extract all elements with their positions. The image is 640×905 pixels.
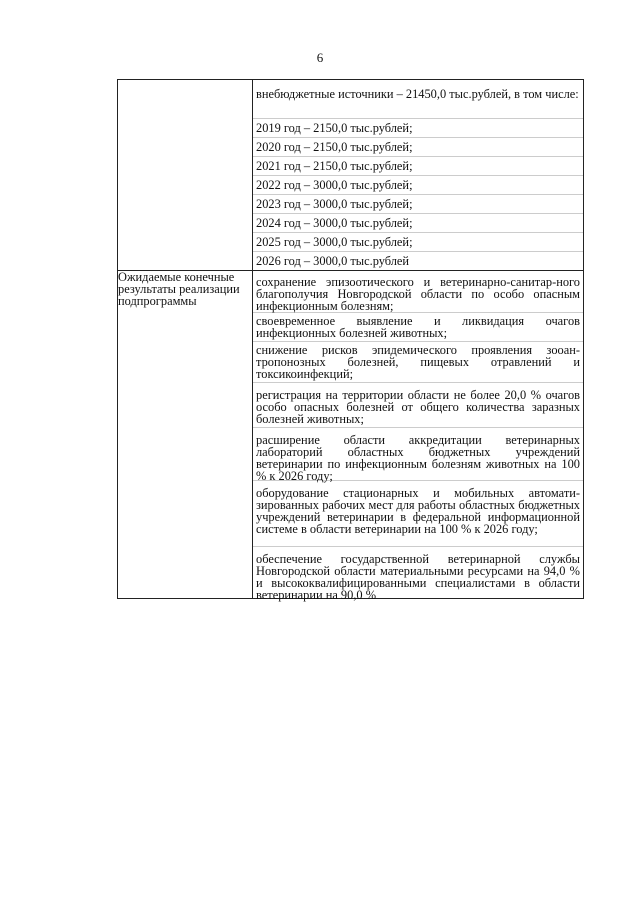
funding-year-2020: 2020 год – 2150,0 тыс.рублей; [253,137,583,156]
funding-label-cell [118,80,253,271]
result-item-4: регистрация на территории области не более 20,0 % очагов особо опасных болезней от общего количества заразных болезней животных; [253,382,583,427]
results-row [118,271,584,599]
funding-row [118,80,584,271]
results-content-cell [253,271,584,602]
funding-intro: внебюджетные источники – 21450,0 тыс.рублей, в том числе: [256,87,579,101]
result-item-7: обеспечение государственной ветеринарной службы Новгородской области материальными ресурсами на 94,0 % и высококвалифицированными специалистами в области ветеринарии на 90,0 % [253,546,583,598]
result-item-5: расширение области аккредитации ветеринарных лабораторий областных бюджетных учреждений ветеринарии по инфекционным болезням животных на 100 % к 2026 году; [253,427,583,480]
result-item-3: снижение рисков эпидемического проявления зооан-тропонозных болезней, пищевых отравлений и токсикоинфекций; [253,341,583,382]
funding-year-2025: 2025 год – 3000,0 тыс.рублей; [253,232,583,251]
result-item-1: сохранение эпизоотического и ветеринарно-санитар-ного благополучия Новгородской области по особо опасным инфекционным болезням; [256,275,580,313]
funding-year-2022: 2022 год – 3000,0 тыс.рублей; [253,175,583,194]
funding-content-cell [253,80,584,271]
result-item-2: своевременное выявление и ликвидация очагов инфекционных болезней животных; [253,312,583,341]
funding-year-2026: 2026 год – 3000,0 тыс.рублей [253,251,583,270]
page-number: 6 [316,50,324,65]
funding-year-2024: 2024 год – 3000,0 тыс.рублей; [253,213,583,232]
passport-table [117,79,584,602]
results-label: Ожидаемые конечные результаты реализации подпрограммы [118,271,253,599]
funding-year-2021: 2021 год – 2150,0 тыс.рублей; [253,156,583,175]
funding-year-2019: 2019 год – 2150,0 тыс.рублей; [253,118,583,137]
result-item-6: оборудование стационарных и мобильных автомати-зированных рабочих мест для работы областных бюджетных учреждений ветеринарии в федеральной информационной системе в области ветеринарии на 100 % к 2026 году; [253,480,583,546]
funding-year-2023: 2023 год – 3000,0 тыс.рублей; [253,194,583,213]
